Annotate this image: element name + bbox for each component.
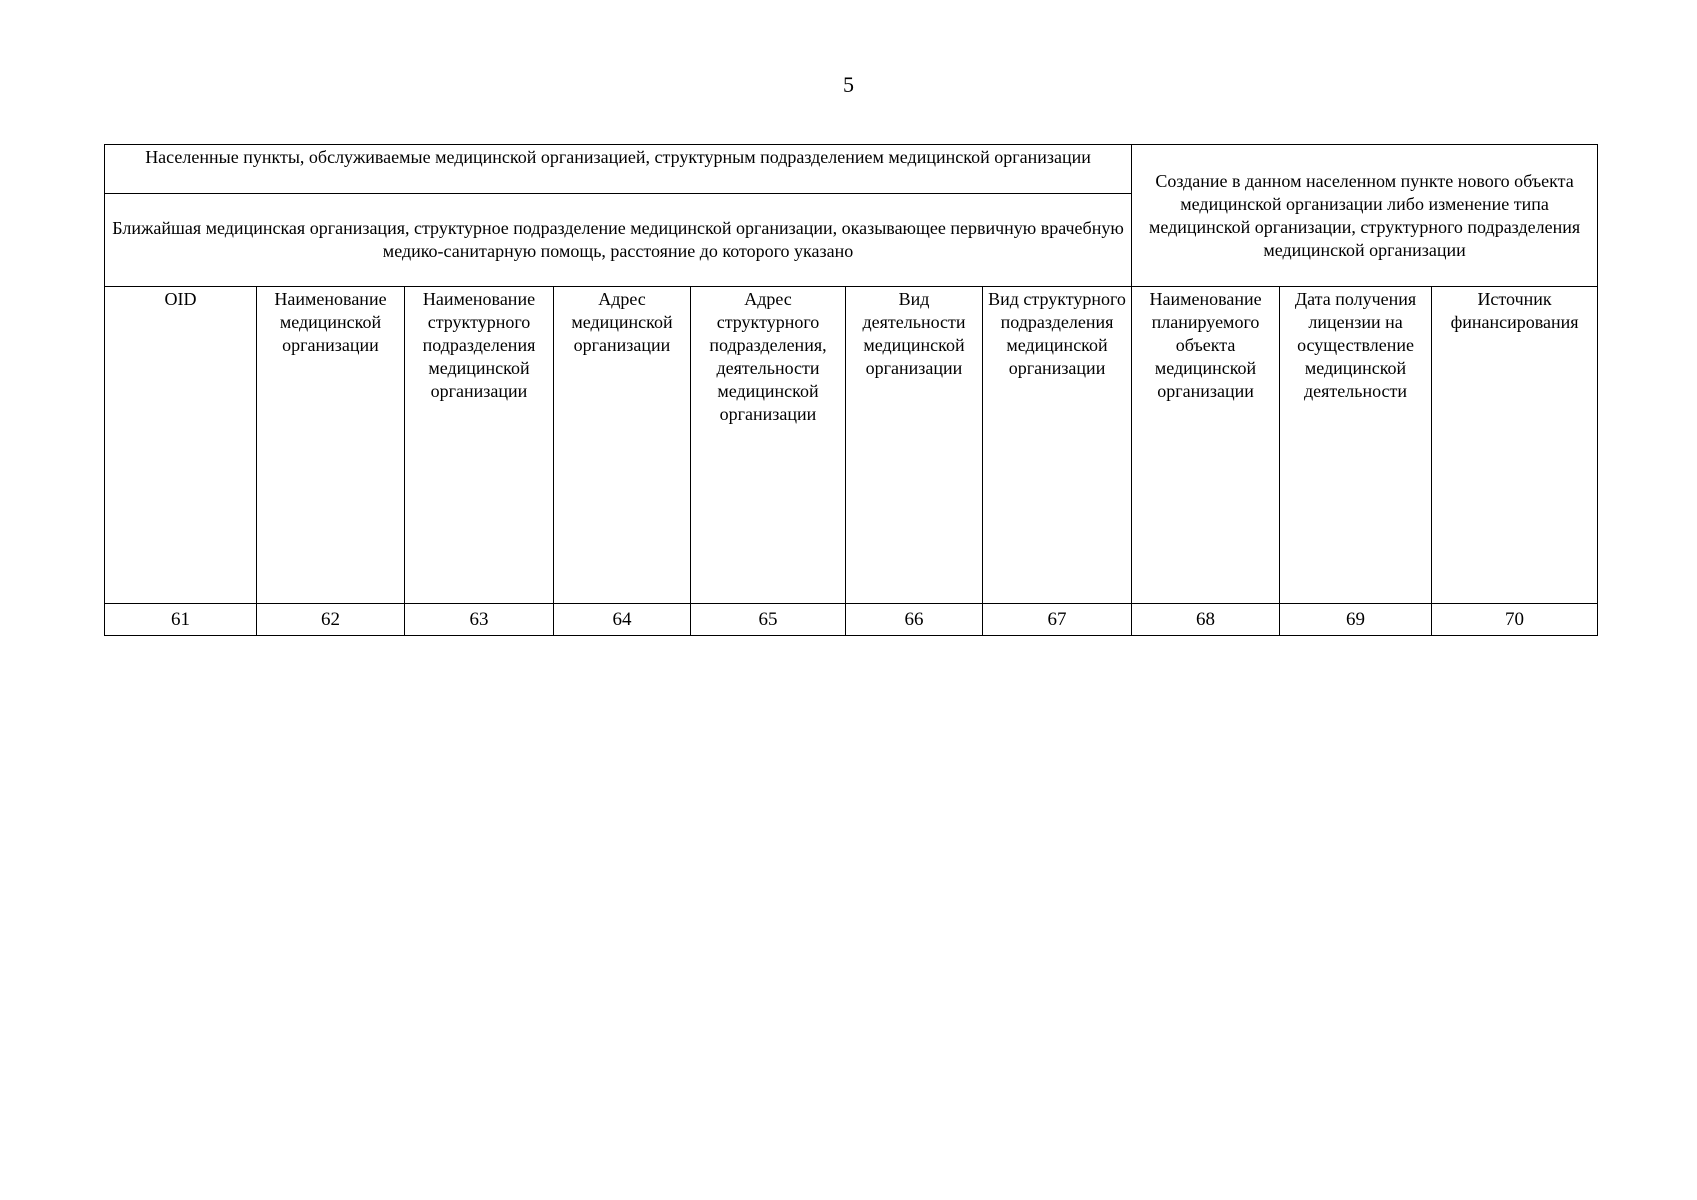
column-number: 68 [1132, 604, 1280, 636]
column-header-text: Наименование структурного подразделения медицинской организации [422, 289, 536, 401]
creation-group-header-text: Создание в данном населенном пункте нового объекта медицинской организации либо изменение типа медицинской организации, структурного подразделения медицинской организации [1148, 171, 1581, 260]
column-header [1280, 287, 1432, 604]
column-header [846, 287, 983, 604]
column-number-row [105, 604, 1598, 636]
column-header-text: Источник финансирования [1450, 289, 1579, 332]
column-header [1132, 287, 1280, 604]
page-number: 5 [843, 72, 854, 97]
column-header [983, 287, 1132, 604]
column-number: 67 [983, 604, 1132, 636]
column-header-text: OID [164, 289, 197, 309]
column-number: 63 [405, 604, 554, 636]
column-number: 64 [554, 604, 691, 636]
column-header-text: Наименование медицинской организации [274, 289, 387, 355]
form-table [104, 144, 1598, 636]
column-header [257, 287, 405, 604]
column-number: 65 [691, 604, 846, 636]
creation-group-header [1132, 145, 1598, 287]
column-number: 61 [105, 604, 257, 636]
nearest-organization-header-text: Ближайшая медицинская организация, структурное подразделение медицинской организации, оказывающее первичную врачебную медико-санитарную помощь, расстояние до которого указано [112, 218, 1124, 261]
column-header [405, 287, 554, 604]
column-header [105, 287, 257, 604]
settlements-group-header [105, 145, 1132, 194]
column-number: 62 [257, 604, 405, 636]
column-number: 69 [1280, 604, 1432, 636]
column-header-text: Дата получения лицензии на осуществление медицинской деятельности [1294, 289, 1417, 401]
column-header-text: Вид структурного подразделения медицинской организации [988, 289, 1126, 378]
column-header [1432, 287, 1598, 604]
column-number: 66 [846, 604, 983, 636]
column-header-text: Адрес структурного подразделения, деятельности медицинской организации [709, 289, 827, 424]
column-header [554, 287, 691, 604]
column-header-row [105, 287, 1598, 604]
column-number: 70 [1432, 604, 1598, 636]
table-header-row [105, 145, 1598, 194]
column-header [691, 287, 846, 604]
settlements-group-header-text: Населенные пункты, обслуживаемые медицинской организацией, структурным подразделением медицинской организации [145, 147, 1091, 167]
column-header-text: Адрес медицинской организации [571, 289, 673, 355]
nearest-organization-header [105, 194, 1132, 287]
column-header-text: Наименование планируемого объекта медицинской организации [1149, 289, 1262, 401]
column-header-text: Вид деятельности медицинской организации [862, 289, 966, 378]
